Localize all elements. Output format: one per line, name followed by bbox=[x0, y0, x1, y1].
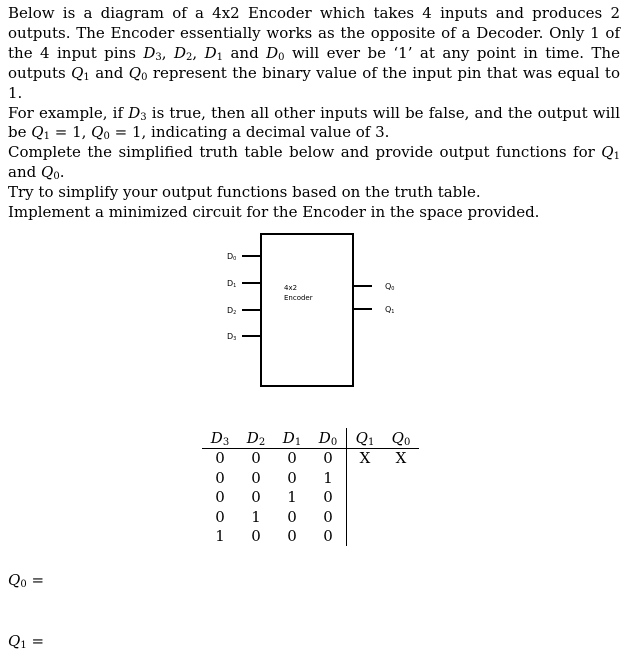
cell: 0 bbox=[323, 507, 333, 526]
cell: 0 bbox=[215, 507, 225, 526]
truth-table-header bbox=[202, 428, 419, 448]
table-row bbox=[202, 488, 419, 508]
block-label-line1: 4x2 bbox=[284, 284, 298, 292]
truth-table bbox=[202, 428, 419, 546]
input-label-d3: D3 bbox=[227, 332, 237, 342]
output-label-q0: Q0 bbox=[385, 282, 395, 292]
cell: 1 bbox=[323, 468, 333, 487]
cell: 0 bbox=[215, 449, 225, 468]
header-q0: $Q_0$ bbox=[383, 428, 419, 448]
cell: 0 bbox=[323, 488, 333, 507]
cell: 0 bbox=[251, 468, 261, 487]
cell-q0[interactable] bbox=[383, 468, 419, 488]
cell: 0 bbox=[287, 527, 297, 546]
block-label-line2: Encoder bbox=[284, 294, 313, 302]
cell-q0[interactable] bbox=[383, 527, 419, 547]
cell: 0 bbox=[287, 507, 297, 526]
paragraph-2: For example, if $D_3$ is true, then all other inputs will be false, and the output will be $Q_1 = 1$, $Q_0 = 1$, indicating a decimal value of 3. bbox=[8, 103, 620, 143]
table-row bbox=[202, 468, 419, 488]
header-d2: $D_2$ bbox=[238, 428, 274, 448]
paragraph-4: Try to simplify your output functions based on the truth table. bbox=[8, 183, 481, 202]
answer-q0[interactable]: $Q_0$ = bbox=[8, 571, 45, 590]
cell: 0 bbox=[251, 449, 261, 468]
table-row bbox=[202, 448, 419, 468]
header-q1: $Q_1$ bbox=[347, 428, 384, 448]
paragraph-1: Below is a diagram of a 4x2 Encoder which takes 4 inputs and produces 2 outputs. The Encoder essentially works as the opposite of a Decoder. Only 1 of the 4 input pins $D_3$, $D_2$, $D_1$ and $D_0$ will ever be ‘1’ at any point in time. The outputs $Q_1$ and $Q_0$ represent the binary value of the input pin that was equal to 1. bbox=[8, 4, 620, 102]
cell-q0[interactable]: X bbox=[395, 449, 407, 468]
cell: 0 bbox=[323, 527, 333, 546]
header-d1: $D_1$ bbox=[274, 428, 310, 448]
cell: 0 bbox=[251, 527, 261, 546]
answer-q1[interactable]: $Q_1$ = bbox=[8, 632, 45, 651]
cell: 0 bbox=[287, 449, 297, 468]
input-label-d0: D0 bbox=[227, 252, 237, 262]
cell-q0[interactable] bbox=[383, 488, 419, 508]
cell: 0 bbox=[287, 468, 297, 487]
input-label-d2: D2 bbox=[227, 306, 237, 316]
cell-q1[interactable] bbox=[347, 468, 384, 488]
cell-q0[interactable] bbox=[383, 507, 419, 527]
cell: 0 bbox=[251, 488, 261, 507]
cell: 1 bbox=[215, 527, 225, 546]
paragraph-5: Implement a minimized circuit for the Encoder in the space provided. bbox=[8, 203, 540, 222]
table-row bbox=[202, 527, 419, 547]
cell-q1[interactable] bbox=[347, 488, 384, 508]
output-label-q1: Q1 bbox=[385, 305, 395, 315]
cell: 0 bbox=[323, 449, 333, 468]
cell: 0 bbox=[215, 468, 225, 487]
input-label-d1: D1 bbox=[227, 279, 237, 289]
table-row bbox=[202, 507, 419, 527]
cell: 1 bbox=[251, 507, 261, 526]
cell: 1 bbox=[287, 488, 297, 507]
header-d3: $D_3$ bbox=[202, 428, 238, 448]
cell: 0 bbox=[215, 488, 225, 507]
paragraph-3: Complete the simplified truth table below and provide output functions for $Q_1$ and $Q_0$. bbox=[8, 143, 620, 183]
cell-q1[interactable] bbox=[347, 527, 384, 547]
header-d0: $D_0$ bbox=[310, 428, 347, 448]
encoder-block bbox=[261, 234, 353, 386]
cell-q1[interactable]: X bbox=[347, 448, 384, 468]
cell-q1[interactable] bbox=[347, 507, 384, 527]
